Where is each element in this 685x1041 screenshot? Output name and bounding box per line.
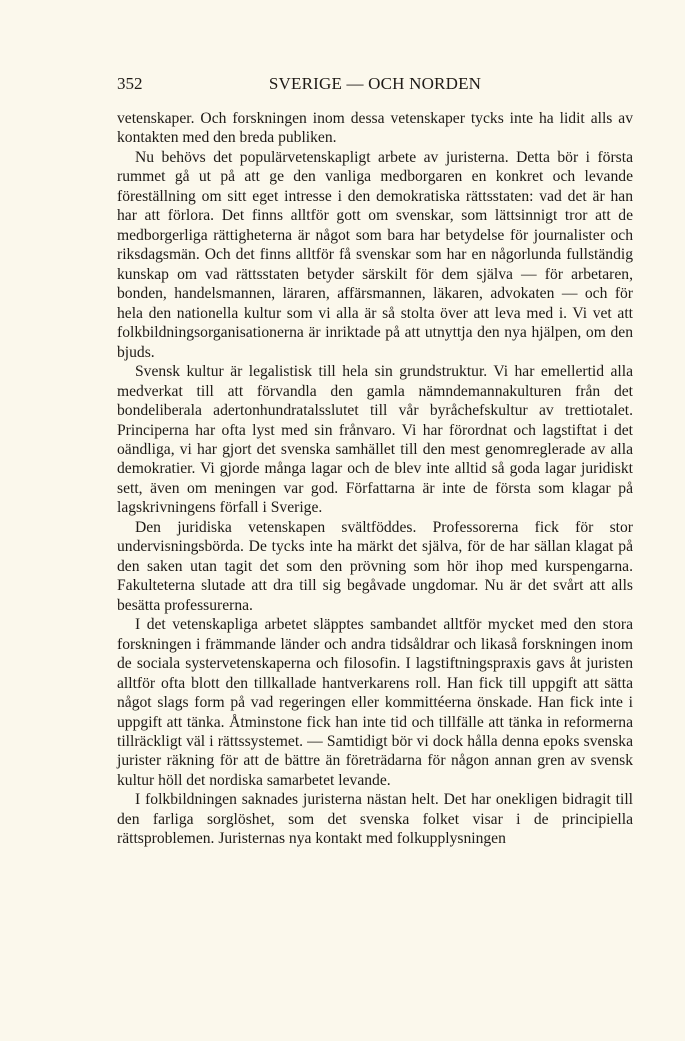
paragraph: I det vetenskapliga arbetet släpptes sambandet alltför mycket med den stora forskningen i främmande länder och andra tidsåldrar och likaså forskningen inom de sociala systervetenskaperna och filosofin. I lagstiftningspraxis gavs åt juristen alltför ofta blott den tillkallade hantverkarens roll. Han fick till uppgift att sätta något slags form på vad regeringen eller kommittéerna önskade. Han fick inte i uppgift att tänka. Åtminstone fick han inte tid och tillfälle att tänka in reformerna tillräckligt väl i rättssystemet. — Samtidigt bör vi dock hålla denna epoks svenska jurister räkning för att de bättre än företrädarna för någon annan gren av svensk kultur höll det nordiska samarbetet levande. [117, 616, 633, 789]
paragraph: Nu behövs det populärvetenskapligt arbete av juristerna. Detta bör i första rummet gå ut på att ge den vanliga medborgaren en konkret och levande föreställning om sitt eget intresse i den demokratiska rättsstaten: vad det är han har att förlora. Det finns alltför gott om svenskar, som lättsinnigt tror att de medborgerliga rättigheterna är något som bara har betydelse för journalister och riksdagsmän. Och det finns alltför få svenskar som har en någorlunda fullständig kunskap om vad rättsstaten betyder särskilt för dem själva — för arbetaren, bonden, handelsmannen, läraren, affärsmannen, läkaren, advokaten — och för hela den nationella kultur som vi alla är så stolta över att leva med i. Vi vet att folkbildningsorganisationerna är inriktade på att utnyttja den nya hjälpen, om den bjuds. [117, 148, 633, 361]
paragraph-continued: vetenskaper. Och forskningen inom dessa vetenskaper tycks inte ha lidit alls av kontakten med den breda publiken. [117, 110, 633, 147]
page-number: 352 [117, 74, 143, 93]
running-title: SVERIGE — OCH NORDEN [268, 74, 482, 93]
paragraph: Den juridiska vetenskapen svältföddes. Professorerna fick för stor undervisningsbörda. De tycks inte ha märkt det själva, för de har sällan klagat på den saken utan tagit det som den prövning som hör ihop med kurspengarna. Fakulteterna slutade att dra till sig begåvade ungdomar. Nu är det svårt att alls besätta professurerna. [117, 518, 633, 614]
paragraph: I folkbildningen saknades juristerna nästan helt. Det har onekligen bidragit till den farliga sorglöshet, som det svenska folket visar i de principiella rättsproblemen. Juristernas nya kontakt med folkupplysningen [117, 791, 633, 848]
running-head [117, 74, 633, 98]
paragraph: Svensk kultur är legalistisk till hela sin grundstruktur. Vi har emellertid alla medverkat till att förvandla den gamla nämndemannakulturen från det bondeliberala adertonhundratalsslutet till vår byråchefskultur av trettiotalet. Principerna har ofta lyst med sin frånvaro. Vi har förordnat och lagstiftat i det oändliga, vi har gjort det svenska samhället till den mest genomreglerade av alla demokratier. Vi gjorde många lagar och de blev inte alltid så goda lagar juridiskt sett, även om meningen var god. Författarna är inte de första som klagar på lagskrivningens förfall i Sverige. [117, 363, 633, 517]
body-text [117, 109, 633, 849]
